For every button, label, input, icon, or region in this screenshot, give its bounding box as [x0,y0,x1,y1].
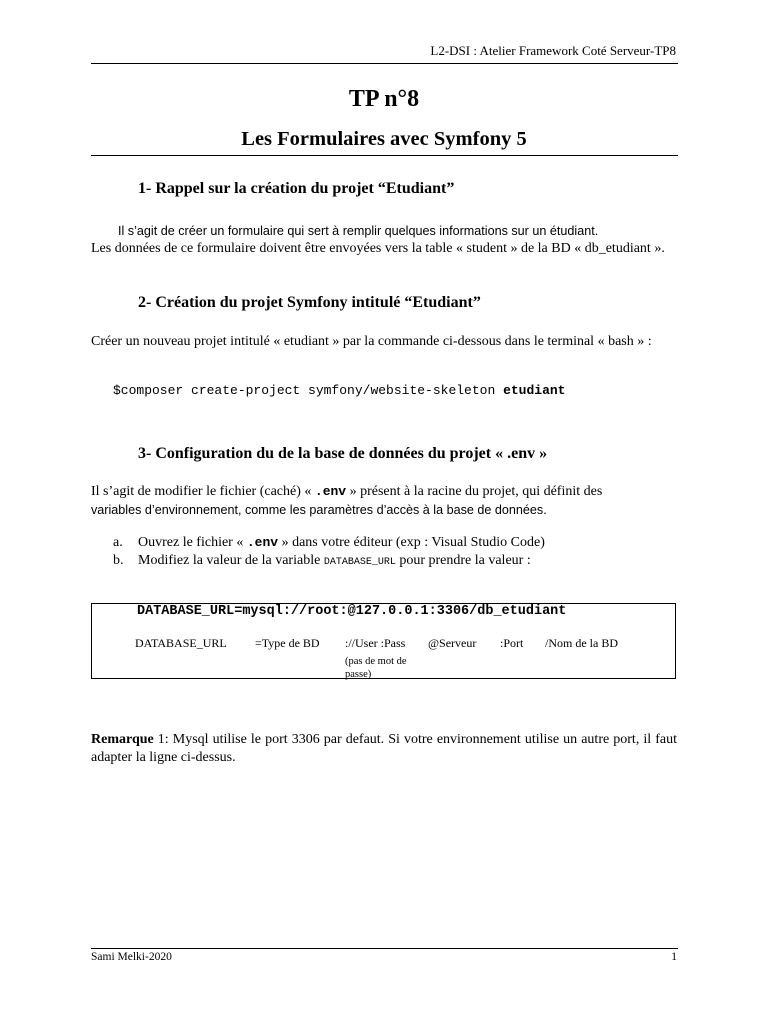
page-number: 1 [671,951,677,963]
running-header: L2-DSI : Atelier Framework Coté Serveur-TP8 [430,43,676,58]
command-project-name: etudiant [503,383,566,398]
remark-label: Remarque [91,732,154,747]
command-prefix: $composer create-project symfony/website-skeleton [113,383,504,398]
label-user-note: (pas de mot de passe) [345,656,407,680]
subtitle-rule [91,155,678,156]
footer-author: Sami Melki-2020 [91,951,172,963]
section-3-line-2: variables d’environnement, comme les paramètres d’accès à la base de données. [91,503,547,517]
list-marker-b: b. [113,553,124,568]
section-1-paragraph [91,222,677,258]
list-marker-a: a. [113,535,123,550]
list-item-a [113,535,545,551]
section-2-heading: 2- Création du projet Symfony intitulé “Etudiant” [138,294,481,311]
remark-paragraph [91,731,677,767]
label-database-url: DATABASE_URL [135,636,227,650]
section-3-text-start: Il s’agit de modifier le fichier (caché) « [91,484,315,499]
list-item-b [113,553,531,569]
composer-command [113,383,566,398]
label-port: :Port [500,636,524,650]
label-server: @Serveur [428,636,477,650]
item-b-post: pour prendre la valeur : [395,553,531,568]
database-url-code: DATABASE_URL=mysql://root:@127.0.0.1:3306/db_etudiant [137,604,567,619]
footer-rule [91,948,678,949]
header-rule [91,63,678,64]
section-3-text-mid: » présent à la racine du projet, qui définit des [346,484,603,499]
item-a-env-file: .env [246,535,279,550]
label-db-name: /Nom de la BD [545,636,618,650]
item-a-post: » dans votre éditeur (exp : Visual Studio Code) [278,535,545,550]
item-b-pre: Modifiez la valeur de la variable [138,553,324,568]
label-user-pass: ://User :Pass [345,636,406,650]
label-type: =Type de BD [255,636,320,650]
section-3-heading: 3- Configuration du de la base de données du projet « .env » [138,445,548,462]
section-3-line-1 [91,483,677,501]
section-1-rest: Les données de ce formulaire doivent être envoyées vers la table « student » de la BD « db_etudiant ». [91,241,665,256]
page-subtitle: Les Formulaires avec Symfony 5 [241,128,527,150]
section-3-paragraph [91,483,677,519]
section-1-line-1: Il s’agit de créer un formulaire qui sert à remplir quelques informations sur un étudiant. [118,224,599,238]
page-title: TP n°8 [348,86,420,112]
remark-text: 1: Mysql utilise le port 3306 par defaut. Si votre environnement utilise un autre port, il faut adapter la ligne ci-dessus. [91,732,677,765]
section-3-env-file: .env [314,484,347,499]
section-2-paragraph: Créer un nouveau projet intitulé « etudiant » par la commande ci-dessous dans le terminal « bash » : [91,334,652,349]
item-a-pre: Ouvrez le fichier « [138,535,247,550]
item-b-variable: DATABASE_URL [323,557,396,568]
section-1-heading: 1- Rappel sur la création du projet “Etudiant” [138,180,455,197]
